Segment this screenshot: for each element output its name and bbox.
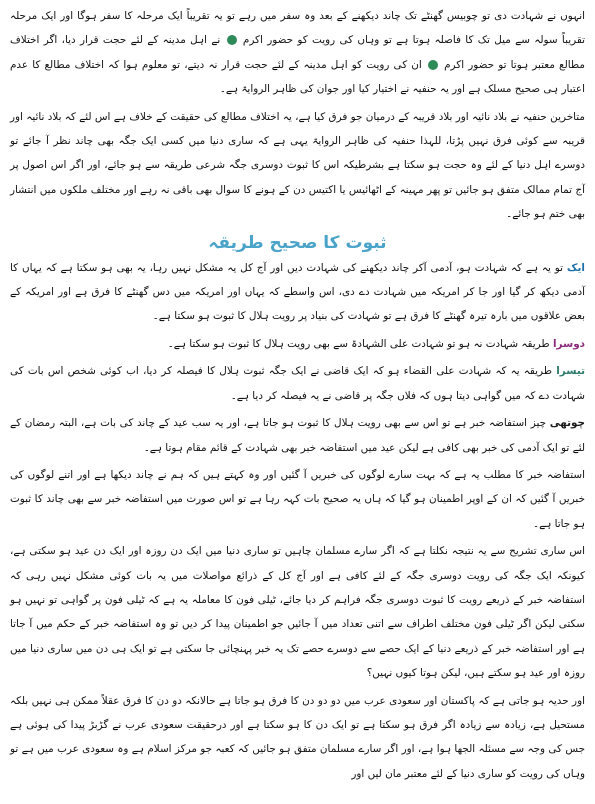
salutation-mark-icon xyxy=(227,35,237,45)
paragraph-text-part: انہوں نے شہادت دی تو چوبیس گھنٹے تک چاند دیکھنے کے بعد وہ سفر میں رہے تو یہ تقریباً ایک مرحلہ کا سفر ہوگا اور ایک مرحلہ تقریباً سولہ سے میل تک کا فاصلہ ہوتا ہے تو وہاں کی رویت کو حضور اکرم xyxy=(10,10,585,47)
salutation-mark-icon xyxy=(428,60,438,70)
paragraph-method-one xyxy=(10,256,585,329)
paragraph-method-four xyxy=(10,411,585,460)
paragraph-pakistan-saudi: اور حدیہ ہو جاتی ہے کہ پاکستان اور سعودی عرب میں دو دو دن کا فرق ہو جاتا ہے حالانکہ دو دن کا فرق عقلاً ممکن ہی نہیں بلکہ مستحیل ہے، زیادہ سے زیادہ اگر فرق ہو سکتا ہے تو ایک دن کا ہو سکتا ہے اور درحقیقت سعودی عرب نے گڑبڑ پیدا کی ہوئی ہے جس کی وجہ سے مسئلہ الجھا ہوا ہے، اور اگر سارے مسلمان متفق ہو جائیں کہ کعبہ جو مرکز اسلام ہے وہ سعودی عرب میں ہے تو وہاں کی رویت کو ساری دنیا کے لئے معتبر مان لیں اور xyxy=(10,694,585,780)
paragraph-text: طریقہ یہ کہ شہادت علی القضاء ہو کہ ایک قاضی نے ایک جگہ ثبوت ہلال کا فیصلہ کر دیا، اب کوئی شخص اس بات کی شہادت دے کہ میں گواہی دیتا ہوں کہ فلاں جگہ پر قاضی نے یہ فیصلہ کر دیا ہے۔ xyxy=(10,365,585,402)
paragraph-text: چیز استفاضہ خبر ہے تو اس سے بھی رویت ہلال کا ثبوت ہو جاتا ہے، اور یہ سب عید کے چاند کی بات ہے، البتہ رمضان کے لئے تو ایک آدمی کی خبر بھی کافی ہے لیکن عید میں استفاضہ خبر بھی شہادت کے قائم مقام ہوتا ہے۔ xyxy=(10,417,585,454)
method-lead-word: دوسرا xyxy=(552,337,585,350)
paragraph-text-part: نے اہل مدینہ کے لئے حجت قرار دیا، اگر اختلاف مطالع معتبر ہوتا تو حضور اکرم xyxy=(10,34,585,71)
paragraph-istifada-meaning: استفاضہ خبر کا مطلب یہ ہے کہ بہت سارے لوگوں کی خبریں آ گئیں اور وہ کہتے ہیں کہ ہم نے چاند دیکھا ہے اور اتنے لوگوں کی خبریں آ گئیں کہ ان کے اوپر اطمینان ہو گیا کہ ہاں یہ صحیح بات کہہ رہا ہے تو اس صورت میں استفاضہ خبر سے بھی چاند کا ثبوت ہو جاتا ہے۔ xyxy=(10,468,585,530)
method-lead-word: تیسرا xyxy=(556,365,585,378)
paragraph-text: طریقہ شہادت نہ ہو تو شہادت علی الشہادۃ سے بھی رویت ہلال کا ثبوت ہو سکتا ہے۔ xyxy=(167,337,553,350)
method-lead-word: ایک xyxy=(566,261,585,274)
paragraph-text-part: ان کی رویت کو اہل مدینہ کے لئے حجت قرار نہ دیتے، تو معلوم ہوا کہ اختلاف مطالع کا عدم اعتبار ہی صحیح مسلک ہے اور یہ حنفیہ نے اختیار کیا اور جوان کی ظاہر الروایۃ ہے۔ xyxy=(10,58,585,96)
section-heading: ثبوت کا صحیح طریقہ xyxy=(208,232,387,253)
paragraph-method-three xyxy=(10,359,585,408)
section-heading-wrap xyxy=(10,230,585,256)
paragraph-later-hanafis: متاخرین حنفیہ نے بلاد نائیہ اور بلاد قریبہ کے درمیان جو فرق کیا ہے، یہ اختلاف مطالع کی حقیقت کے خلاف ہے اس لئے کہ بلاد نائیہ اور قریبہ سے کوئی فرق نہیں پڑتا، للہذا حنفیہ کی ظاہر الروایۃ یہی ہے کہ ساری دنیا میں کسی ایک جگہ بھی چاند نظر آ جائے تو دوسرے اہل دنیا کے لئے وہ حجت ہو سکتا ہے بشرطیکہ اس کا ثبوت دوسری جگہ شرعی طریقہ سے ہو جائے، اور اگر اس اصول پر آج تمام ممالک متفق ہو جائیں تو پھر مہینہ کے اٹھائیس یا اکتیس دن کے ہونے کا سوال بھی باقی نہ رہے اور مختلف ملکوں میں انتشار بھی ختم ہو جائے۔ xyxy=(10,110,585,221)
paragraph-conclusion: اس ساری تشریح سے یہ نتیجہ نکلتا ہے کہ اگر سارے مسلمان چاہیں تو ساری دنیا میں ایک دن روزہ اور ایک دن عید ہو سکتی ہے، کیونکہ ایک جگہ کی رویت دوسری جگہ کے لئے کافی ہے اور آج کل کے ذرائع مواصلات میں یہ بات کوئی مشکل نہیں رہی کہ استفاضہ خبر کے ذریعے رویت کا ثبوت دوسری جگہ فراہم کر دیا جائے، ٹیلی فون کا معاملہ یہ ہے کہ ٹیلی فون پر گواہی تو نہیں ہو سکتی لیکن اگر ٹیلی فون مختلف اطراف سے اتنی تعداد میں آ جائیں جو اطمینان پیدا کر دیں تو وہ استفاضہ خبر کے حکم میں آ جاتا ہے اور استفاضہ خبر کے ذریعے دنیا کے ایک حصے سے دوسرے حصے تک یہ خبر پہنچائی جا سکتی ہے تو ایک ہی دن میں ساری دنیا میں روزہ اور عید ہو سکتے ہیں، لیکن ہوتا کیوں نہیں؟ xyxy=(10,545,585,680)
paragraph-method-two xyxy=(10,332,585,356)
method-lead-word: چوتھی xyxy=(549,417,585,430)
paragraph-hadith-evidence xyxy=(10,4,585,102)
paragraph-text: تو یہ ہے کہ شہادت ہو، آدمی آکر چاند دیکھنے کی شہادت دیں اور آج کل یہ مشکل نہیں رہا، یہ بھی ہو سکتا ہے کہ یہاں کا آدمی دیکھ کر گیا اور جا کر امریکہ میں شہادت دے دی، اس واسطے کہ یہاں اور امریکہ میں دس گھنٹے کا فرق ہے اور امریکہ کے بعض علاقوں میں بارہ تیرہ گھنٹے کا فرق ہے تو شہادت کی بنیاد پر رویت ہلال کا ثبوت ہو سکتا ہے۔ xyxy=(10,261,585,323)
